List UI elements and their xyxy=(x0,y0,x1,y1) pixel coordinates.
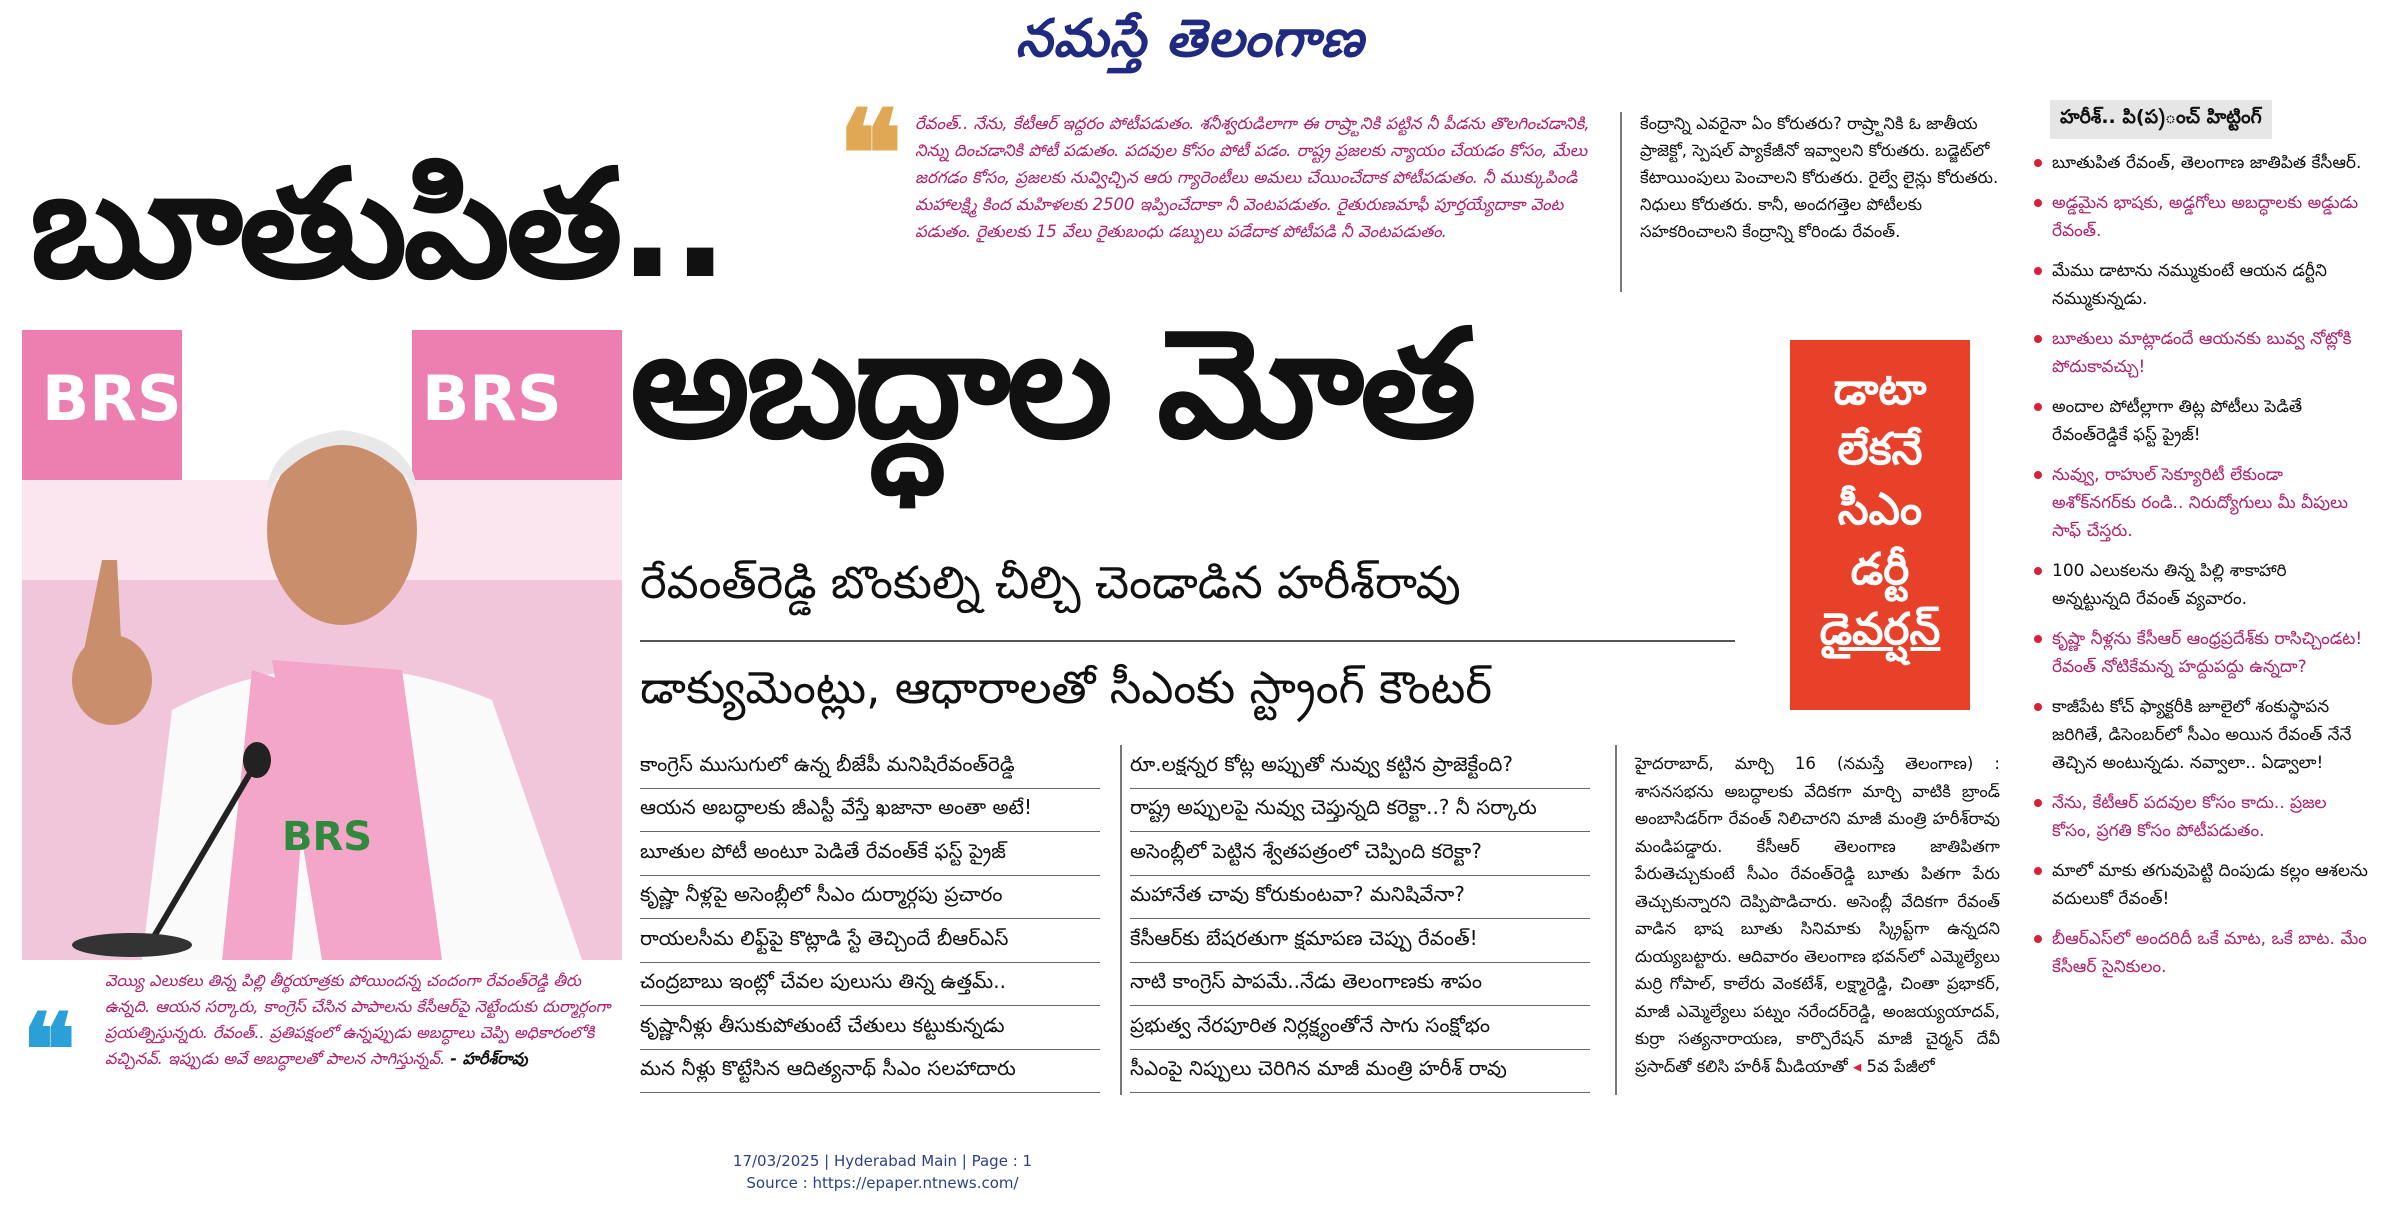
sidebar-title: హరీశ్‌.. పి(ప)ంచ్‌ హిట్టింగ్‌ xyxy=(2050,100,2272,139)
highlight-row: ప్రభుత్వ నేరపూరిత నిర్లక్ష్యంతోనే సాగు సంక్షోభం xyxy=(1130,1006,1590,1050)
highlight-row: కృష్ణానీళ్లు తీసుకుపోతుంటే చేతులు కట్టుకున్నడు xyxy=(640,1006,1100,1050)
sidebar-item: నేను, కేటీఆర్‌ పదవుల కోసం కాదు.. ప్రజల కోసం, ప్రగతి కోసం పోటీపడుతం. xyxy=(2030,789,2370,845)
highlight-row: రాయలసీమ లిఫ్ట్‌పై కొట్లాడి స్టే తెచ్చిందే బీఆర్‌ఎస్‌ xyxy=(640,919,1100,963)
page-footer xyxy=(0,1150,1765,1194)
quote-mark-icon: ❝ xyxy=(838,84,903,225)
brs-backdrop-text-1: BRS xyxy=(42,362,182,435)
highlights-right-column xyxy=(1130,745,1590,1093)
report-text: హైదరాబాద్‌, మార్చి 16 (నమస్తే తెలంగాణ) : శాసనసభను అబద్ధాలకు వేదికగా మార్చి వాటికి బ్రాండ్‌ అంబాసిడర్‌గా రేవంత్‌ నిలిచారని మాజీ మంత్రి హరీశ్‌రావు మండిపడ్డారు. కేసీఆర్‌ తెలంగాణ జాతిపితగా పేరుతెచ్చుకుంటే సీఎం రేవంత్‌రెడ్డి బూతు పితగా పేరు తెచ్చుకున్నారని దెప్పిపొడిచారు. అసెంబ్లీ వేదికగా రేవంత్‌ వాడిన భాష బూతు సినిమాకు స్క్రిప్ట్‌గా ఉన్నదని దుయ్యబట్టారు. ఆదివారం తెలంగాణ భవన్‌లో ఎమ్మెల్యేలు మర్రి గోపాల్‌, కాలేరు వెంకటేశ్‌, లక్ష్మారెడ్డి, చింతా ప్రభాకర్‌, మాజీ ఎమ్మెల్యేలు పట్నం నరేందర్‌రెడ్డి, అంజయ్యయాదవ్‌, కుర్రా సత్యనారాయణ, కార్పొరేషన్‌ మాజీ చైర్మన్‌ దేవీ ప్రసాద్‌తో కలిసి హరీశ్‌ మీడియాతో xyxy=(1635,754,2000,1076)
highlight-row: బూతుల పోటీ అంటూ పెడితే రేవంత్‌కే ఫస్ట్‌ ప్రైజ్‌ xyxy=(640,832,1100,876)
sidebar-item: అందాల పోటీల్లాగా తిట్ల పోటీలు పెడితే రేవంత్‌రెడ్డికే ఫస్ట్‌ ప్రైజ్‌! xyxy=(2030,393,2370,449)
headline-line-1: బూతుపిత.. xyxy=(30,138,725,312)
redbox-line: డైవర్షన్‌ xyxy=(1819,604,1941,655)
redbox-line: డర్టీ xyxy=(1850,544,1910,595)
sidebar-item: బూతుపిత రేవంత్‌, తెలంగాణ జాతిపిత కేసీఆర్‌. xyxy=(2030,149,2370,177)
highlight-row: కాంగ్రెస్‌ ముసుగులో ఉన్న బీజేపీ మనిషిరేవంత్‌రెడ్డి xyxy=(640,745,1100,789)
highlight-row: సీఎంపై నిప్పులు చెరిగిన మాజీ మంత్రి హరీశ్‌ రావు xyxy=(1130,1050,1590,1094)
redbox-line: లేకనే xyxy=(1837,424,1923,475)
punch-sidebar xyxy=(2030,100,2370,1120)
sidebar-item: బీఆర్‌ఎస్‌లో అందరిదీ ఒకే మాట, ఒకే బాట. మేం కేసీఆర్‌ సైనికులం. xyxy=(2030,925,2370,981)
redbox-line: డాటా xyxy=(1833,364,1927,415)
column-divider xyxy=(1120,745,1122,1095)
center-intro-text: కేంద్రాన్ని ఎవరైనా ఏం కోరుతరు? రాష్ర్టానికి ఓ జాతీయ ప్రాజెక్టో, స్పెషల్‌ ప్యాకేజీనో ఇవ్వాలని కోరుతరు. బడ్జెట్‌లో కేటాయింపులు పెంచాలని కోరుతరు. రైల్వే లైన్లు కోరుతరు. నిధులు కోరుతరు. కానీ, అందగత్తెల పోటీలకు సహకరించాలని కేంద్రాన్ని కోరిండు రేవంత్‌. xyxy=(1640,114,1999,241)
footer-date-edition: 17/03/2025 | Hyderabad Main | Page : 1 xyxy=(732,1152,1033,1170)
highlight-row: కేసీఆర్‌కు బేషరతుగా క్షమాపణ చెప్పు రేవంత్‌! xyxy=(1130,919,1590,963)
sidebar-item: అడ్డమైన భాషకు, అడ్డగోలు అబద్ధాలకు అడ్డుడు రేవంత్‌. xyxy=(2030,189,2370,245)
page-jump-marker: ◂ xyxy=(1852,1056,1867,1076)
sidebar-list xyxy=(2030,149,2370,981)
sidebar-item: 100 ఎలుకలను తిన్న పిల్లి శాకాహారి అన్నట్టున్నది రేవంత్‌ వ్యవారం. xyxy=(2030,557,2370,613)
column-divider xyxy=(1615,745,1617,1095)
redbox-line: సీఎం xyxy=(1837,484,1923,535)
caption-quote-icon: ❝ xyxy=(22,991,76,1109)
highlight-row: రూ.లక్షన్నర కోట్ల అప్పుతో నువ్వు కట్టిన ప్రాజెక్టేంది? xyxy=(1130,745,1590,789)
caption-text: వెయ్యి ఎలుకలు తిన్న పిల్లి తీర్థయాత్రకు పోయిందన్న చందంగా రేవంత్‌రెడ్డి తీరు ఉన్నది. ఆయన సర్కారు, కాంగ్రెస్‌ చేసిన పాపాలను కేసీఆర్‌పై నెట్టేందుకు దుర్మార్గంగా ప్రయత్నిస్తున్నరు. రేవంత్‌.. ప్రతిపక్షంలో ఉన్నప్పుడు అబద్ధాలు చెప్పి అధికారంలోకి వచ్చినవ్‌. ఇప్పుడు అవే అబద్ధాలతో పాలన సాగిస్తున్నవ్‌. xyxy=(105,971,611,1068)
scarf-brs-text: BRS xyxy=(282,814,373,860)
sidebar-item: మేము డాటాను నమ్ముకుంటే ఆయన డర్టీని నమ్ముకున్నడు. xyxy=(2030,257,2370,313)
subhead-1: రేవంత్‌రెడ్డి బొంకుల్ని చీల్చి చెండాడిన హరీశ్‌రావు xyxy=(640,556,1461,609)
masthead-title: నమస్తే తెలంగాణ xyxy=(1015,8,1365,69)
photo-caption-quote xyxy=(105,968,625,1072)
footer-source-link[interactable]: Source : https://epaper.ntnews.com/ xyxy=(746,1174,1019,1192)
sidebar-item: కృష్ణా నీళ్లను కేసీఆర్‌ ఆంధ్రప్రదేశ్‌కు రాసిచ్చిండట! రేవంత్‌ నోటికేమన్న హద్దుపద్దు ఉన్నదా? xyxy=(2030,625,2370,681)
subhead-divider xyxy=(640,640,1735,642)
highlight-row: కృష్ణా నీళ్లపై అసెంబ్లీలో సీఎం దుర్మార్గపు ప్రచారం xyxy=(640,876,1100,920)
highlight-row: చంద్రబాబు ఇంట్లో చేవల పులుసు తిన్న ఉత్తమ్‌.. xyxy=(640,963,1100,1007)
brs-backdrop-text-2: BRS xyxy=(422,362,562,435)
top-quote-text: రేవంత్‌.. నేను, కేటీఆర్‌ ఇద్దరం పోటీపడుతం. శనీశ్వరుడిలాగా ఈ రాష్ర్టానికి పట్టిన నీ పీడను తొలగించడానికి, నిన్ను దించడానికి పోటీ పడుతం. పదవుల కోసం పోటీ పడం. రాష్ట్ర ప్రజలకు న్యాయం చేయడం కోసం, మేలు జరగడం కోసం, ప్రజలకు నువ్విచ్చిన ఆరు గ్యారెంటీలు అమలు చేయించేదాక పోటీపడుతం. నీ ముక్కుపిండి మహాలక్ష్మి కింద మహిళలకు 2500 ఇప్పించేదాకా నీ వెంటపడుతం. రైతురుణమాఫీ పూర్తయ్యేదాకా వెంట పడుతం. రైతులకు 15 వేలు రైతుబంధు డబ్బులు పడేదాక పోటీపడి నీ వెంటపడుతం. xyxy=(915,114,1590,241)
highlight-row: అసెంబ్లీలో పెట్టిన శ్వేతపత్రంలో చెప్పింది కరెక్టా? xyxy=(1130,832,1590,876)
harish-rao-photo xyxy=(22,330,622,960)
column-divider xyxy=(1620,112,1622,292)
highlight-row: నాటి కాంగ్రెస్‌ పాపమే..నేడు తెలంగాణకు శాపం xyxy=(1130,963,1590,1007)
highlight-row: ఆయన అబద్ధాలకు జీఎస్టీ వేస్తే ఖజానా అంతా అటే! xyxy=(640,789,1100,833)
sidebar-item: నువ్వు, రాహుల్‌ సెక్యూరిటీ లేకుండా అశోక్‌నగర్‌కు రండి.. నిరుద్యోగులు మీ వీపులు సాఫ్‌ చేస్తరు. xyxy=(2030,461,2370,545)
page-jump-link[interactable]: 5వ పేజీలో xyxy=(1866,1056,1935,1076)
sidebar-item: మాలో మాకు తగువుపెట్టి దింపుడు కల్లం ఆశలను వదులుకో రేవంత్‌! xyxy=(2030,857,2370,913)
data-lekane-redbox xyxy=(1790,340,1970,710)
photo-illustration xyxy=(22,330,622,960)
sidebar-item: బూతులు మాట్లాడందే ఆయనకు బువ్వ నోట్లోకి పోదుకావచ్చు! xyxy=(2030,325,2370,381)
highlight-row: మహానేత చావు కోరుకుంటవా? మనిషివేనా? xyxy=(1130,876,1590,920)
highlights-left-column xyxy=(640,745,1100,1093)
caption-attribution: - హరీశ్‌రావు xyxy=(450,1049,528,1068)
sidebar-item: కాజీపేట కోచ్‌ ఫ్యాక్టరీకి జూలైలో శంకుస్థాపన జరిగితే, డిసెంబర్‌లో సీఎం అయిన రేవంత్‌ నేనే తెచ్చిన అంటున్నడు. నవ్వాలా.. ఏడ్వాలా! xyxy=(2030,693,2370,777)
report-body xyxy=(1635,750,2000,1080)
highlight-row: మన నీళ్లు కొట్టేసిన ఆదిత్యనాథ్‌ సీఎం సలహాదారు xyxy=(640,1050,1100,1094)
headline-line-2: అబద్ధాల మోత xyxy=(630,298,1473,472)
highlight-row: రాష్ట్ర అప్పులపై నువ్వు చెప్తున్నది కరెక్టా..? నీ సర్కారు xyxy=(1130,789,1590,833)
subhead-2: డాక్యుమెంట్లు, ఆధారాలతో సీఎంకు స్ట్రాంగ్‌ కౌంటర్‌ xyxy=(640,661,1493,714)
